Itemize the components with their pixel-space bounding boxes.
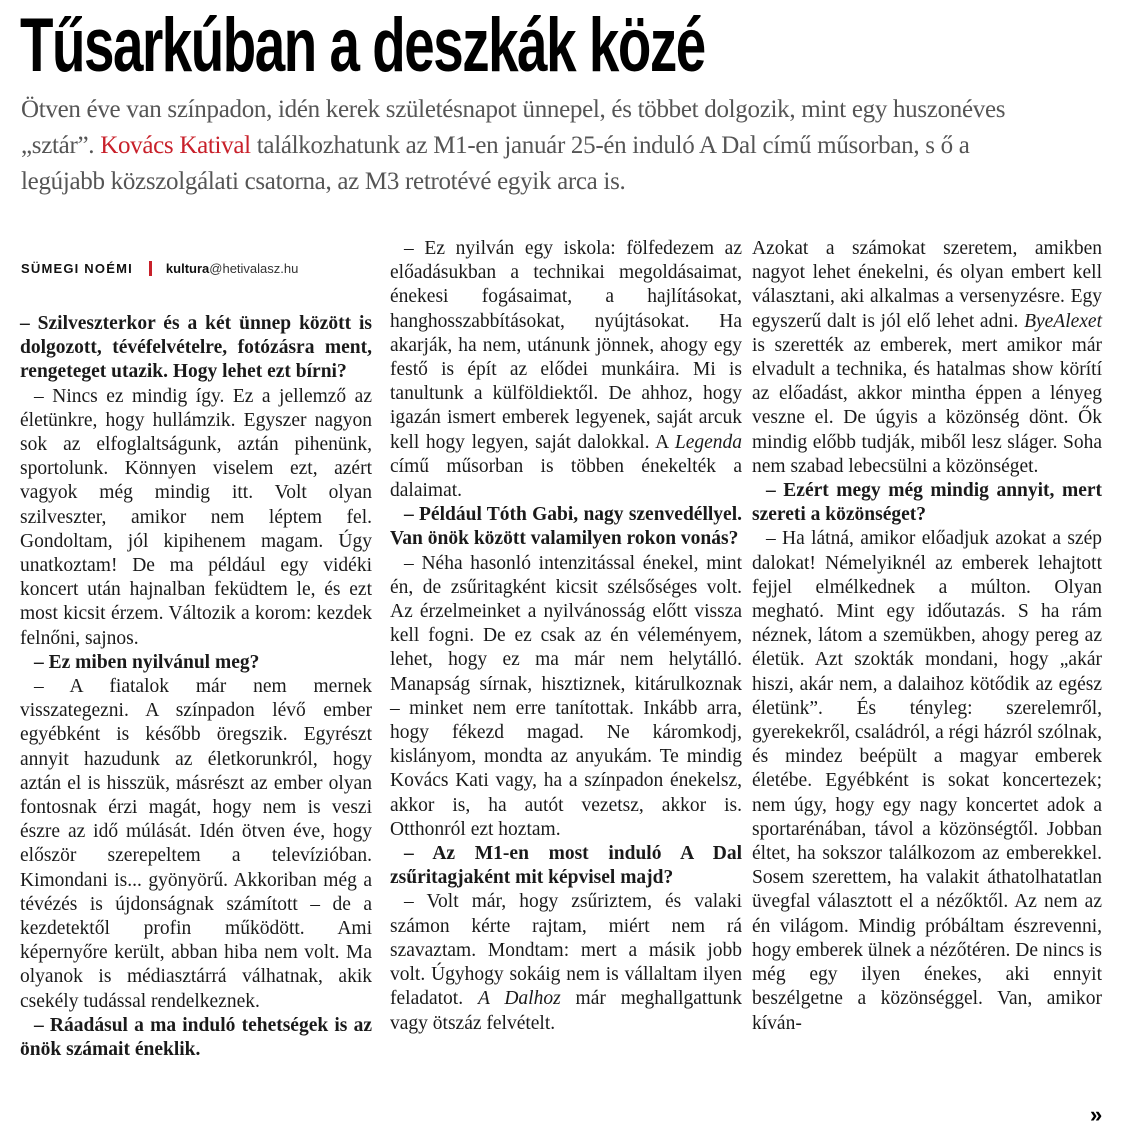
interview-question: – Ráadásul a ma induló tehetségek is az önök számait éneklik. [20,1014,372,1061]
interview-question: – Szilveszterkor és a két ünnep között is dolgozott, tévéfelvételre, fotózásra ment, rengeteget utazik. Hogy lehet ezt bírni? [20,313,372,383]
article-column-1 [20,312,372,1062]
interview-answer-continued [752,237,1102,479]
show-title: A Dalhoz [477,988,561,1010]
interview-question: – Az M1-en most induló A Dal zsűritagjaként mit képvisel majd? [390,843,742,889]
interview-question: – Például Tóth Gabi, nagy szenvedéllyel. Van önök között valamilyen rokon vonás? [390,504,742,550]
email-section: kultura [165,261,210,276]
email-domain: @hetivalasz.hu [209,261,299,276]
interview-answer: – Néha hasonló intenzitással énekel, mint én, de zsűritagként kicsit szélsőséges volt. Az érzelmeinket a nyilvánosság előtt vissza kell fogni. De ez csak az én véleményem, lehet, hogy ez ma már nem helytálló. Manapság sírnak, hisztiznek, kitárulkoznak – minket nem erre tanítottak. Inkább arra, hogy fékezd magad. Ne káromkodj, kislányom, mondta az anyukám. Te mindig Kovács Kati vagy, ha a színpadon énekelsz, akkor is, ha autót vezetsz, akkor is. Otthonról ezt hoztam. [390,552,742,840]
answer-text: című műsorban is többen énekelték a dalaimat. [390,455,742,502]
article-column-2 [390,237,742,1036]
article-headline: Tűsarkúban a deszkák közé [20,3,705,88]
interview-question: – Ezért megy még mindig annyit, mert szereti a közönséget? [752,480,1102,526]
answer-text: – Ez nyilván egy iskola: fölfedezem az előadásukban a technikai megoldásaimat, énekesi fogásaimat, a hajlításokat, hanghosszabbításokat, nyújtásokat. Ha akarják, ha nem, utánunk jönnek, ahogy egy festő is épít az elődei munkáira. Mi is tanultunk a külföldiektől. De ahhoz, hogy igazán ismert emberek legyenek, saját arcuk kell hogy legyen, saját dalokkal. A [390,238,742,453]
lead-highlight-name: Kovács Katival [100,132,251,159]
interview-question: – Ez miben nyilvánul meg? [34,651,260,673]
interview-answer: – Ha látná, amikor előadjuk azokat a szép dalokat! Némelyiknél az emberek lehajtott fejjel elmélkednek a múlton. Olyan megható. Mint egy időutazás. S ha rám néznek, látom a szemükben, ahogy pereg az életük. Azt szokták mondani, hogy „akár hiszi, akár nem, a dalaihoz kötődik az egész életünk”. És tényleg: szerelemről, gyerekekről, családról, a régi házról szólnak, és mindez beépült a magyar emberek életébe. Egyébként is sokat koncertezek; nem úgy, hogy egy nagy koncertet adok a sportarénában, távol a közönségtől. Jobban éltet, ha sokszor találkozom az emberekkel. Sosem szerettem, ha valakit áthatolhatatlan üvegfal választott el a nézőktől. Az nem az én világom. Mindig próbáltam észrevenni, hogy emberek ülnek a nézőtéren. De nincs is még egy ilyen énekes, aki ennyit beszélgetne a közönséggel. Van, amikor kíván- [752,528,1102,1034]
interview-answer: – Nincs ez mindig így. Ez a jellemző az életünkre, hogy hullámzik. Egyszer nagyon sok az elfoglaltságunk, aztán pihenünk, sportolunk. Könnyen viselem ezt, azért vagyok még mindig itt. Volt olyan szilveszter, amikor nem léptem fel. Gondoltam, jól kipihenem magam. Úgy unatkoztam! De ma például egy vidéki koncert után hajnalban feküdtem le, és ezt most kicsit érzem. Változik a korom: kezdek felnőni, sajnos. [20,385,372,649]
author-name: SÜMEGI NOÉMI [21,261,133,276]
continue-arrow-icon: » [1090,1102,1103,1127]
answer-text: már meghallgattunk vagy ötszáz felvételt. [390,988,742,1034]
byline [21,260,298,278]
interview-answer [390,890,742,1035]
interview-answer: – A fiatalok már nem mernek visszategezni. A színpadon lévő ember egyébként is később öregszik. Egyrészt annyit hazudunk az életkorunkról, hogy aztán el is hisszük, másrészt az ember olyan fontosnak érzi magát, hogy nem is veszi észre az idő múlását. Idén ötven éve, hogy először szerepeltem a televízióban. Kimondani is... gyönyörű. Akkoriban még a tévézés is újdonságnak számított – de a kezdetektől profin működött. Ami képernyőre került, abban hiba nem volt. Ma olyanok is médiasztárrá válhatnak, akik csekély tudással rendelkeznek. [20,676,372,1012]
lead-text-2: találkozhatunk az M1-en január 25-én induló A Dal című műsorban, s ő a legújabb közszolgálati csatorna, az M3 retrotévé egyik arca is. [21,132,970,195]
article-column-3 [752,237,1102,1036]
artist-name: ByeAlexet [1024,310,1102,332]
answer-text: Azokat a számokat szeretem, amikben nagyot lehet énekelni, és olyan embert kell választani, aki alkalmas a versenyzésre. Egy egyszerű dalt is jól elő lehet adni. [752,238,1102,332]
answer-text: – Volt már, hogy zsűriztem, és valaki számon kérte rajtam, miért nem rá szavaztam. Mondtam: mert a másik jobb volt. Úgyhogy sokáig nem is vállaltam ilyen feladatot. [390,891,742,1010]
interview-answer [390,237,742,503]
author-email[interactable] [166,261,298,276]
answer-text: is szerették az emberek, mert amikor már elvadult a technika, és hatalmas show körítí az előadást, akkor mintha éppen a lényeg veszne el. De úgyis a közönség dönt. Ők mindig előbb tudják, miből lesz sláger. Soha nem szabad lebecsülni a közönséget. [752,334,1102,477]
byline-separator [149,261,152,276]
article-lead [21,92,1051,200]
lead-text-1: Ötven éve van színpadon, idén kerek születésnapot ünnepel, és többet dolgozik, mint egy huszonéves „sztár”. [21,96,1006,159]
show-title: Legenda [674,431,742,453]
